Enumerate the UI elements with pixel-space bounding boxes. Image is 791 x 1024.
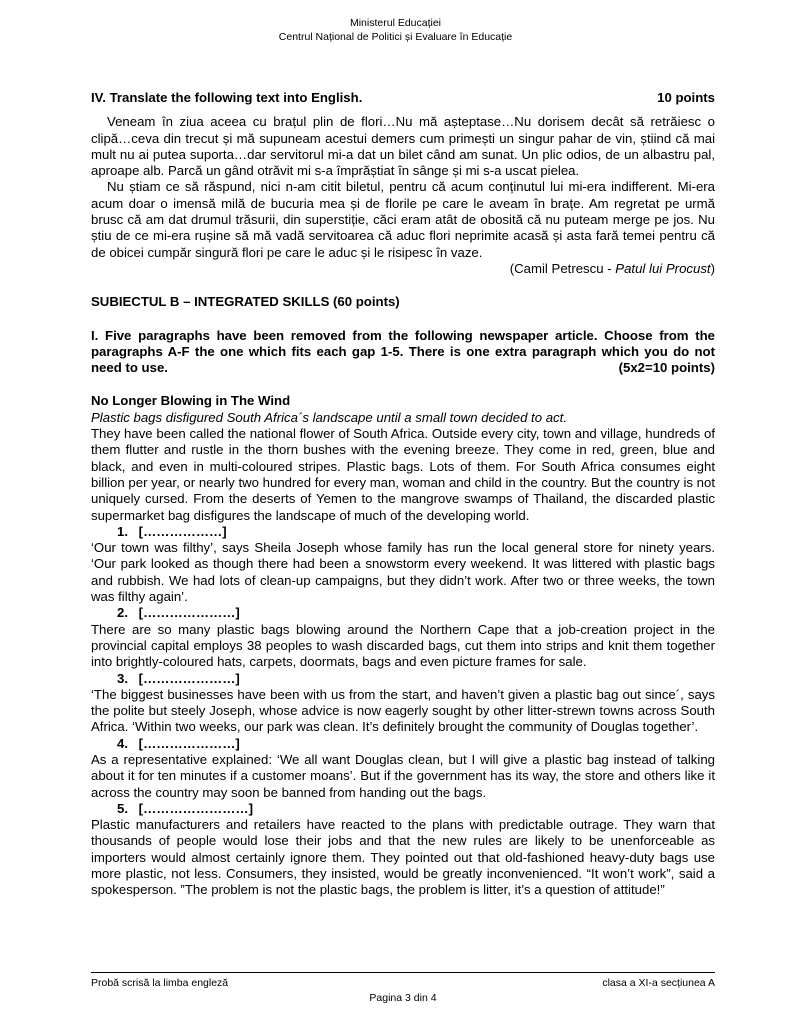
footer-class: clasa a XI-a secțiunea A: [602, 977, 715, 989]
gap-4: 4. […………………]: [117, 735, 240, 751]
gap-5: 5. [……………………]: [117, 800, 253, 816]
article-subtitle: Plastic bags disfigured South Africa´s landscape until a small town decided to act.: [91, 409, 567, 425]
article-paragraph-4: As a representative explained: ‘We all want Douglas clean, but I will give a plastic bag instead of talking about it for ten minutes if a customer moans’. But if the government has its way, the store and others like it across the country may soon be banned from handing out the bags.: [91, 751, 715, 800]
article-paragraph-1: ‘Our town was filthy’, says Sheila Joseph whose family has run the local general store for ninety years. ‘Our park looked as though there had been a snowstorm every weekend. It was littered with plastic bags and rubbish. We had lots of clean-up campaigns, but they didn’t work. After two or three weeks, the town was filthy again’.: [91, 540, 715, 605]
attribution-work: Patul lui Procust: [615, 260, 711, 276]
task1-points: (5x2=10 points): [618, 360, 715, 376]
gap-1: 1. [………………]: [117, 523, 227, 539]
header-center: Centrul Național de Politici și Evaluare în Educație: [278, 31, 513, 43]
page-footer: [91, 972, 715, 1005]
article-paragraph-5: Plastic manufacturers and retailers have reacted to the plans with predictable outrage. They warn that thousands of people would lose their jobs and that the new rules are likely to be unenforceable as importers would almost certainly ignore them. They pointed out that old-fashioned heavy-duty bags use more plastic, not less. Consumers, they insisted, would be greatly inconvenienced. “It won’t work”, said a spokesperson. ”The problem is not the plastic bags, the problem is litter, it’s a question of attitude!”: [91, 817, 715, 898]
footer-exam-name: Probă scrisă la limba engleză: [91, 977, 229, 989]
section4-points: 10 points: [657, 90, 715, 105]
translation-paragraph-2: Nu știam ce să răspund, nici n-am citit biletul, pentru că acum conținutul lui mi-era indifferent. Mi-era acum doar o imensă milă de bucuria mea și de florile pe care le aveam în brațe. Am regretat pe urmă brusc că am dat drumul trăsurii, din superstiție, căci eram atât de obosită că nu puteam merge pe jos. Nu știu de ce mi-era rușine să mă vadă servitoarea că aduc flori neprimite acasă și asta fară temei pentru că de obicei cumpăr singură flori pe care le aduc și le risipesc în vaze.: [91, 179, 715, 260]
task1-instruction: I. Five paragraphs have been removed from the following newspaper article. Choose from the paragraphs A-F the one which fits each gap 1-5. There is one extra paragraph which you do not need to use. (5x2=10 points): [91, 327, 715, 376]
article-paragraph-2: There are so many plastic bags blowing around the Northern Cape that a job-creation project in the provincial capital employs 38 peoples to wash discarded bags, cut them into strips and knit them together into brightly-coloured hats, carpets, doormats, bags and even picture frames for sale.: [91, 621, 715, 670]
section4-title: IV. Translate the following text into English.: [91, 90, 363, 105]
page-number: Pagina 3 din 4: [369, 992, 437, 1004]
subiect-b-title: SUBIECTUL B – INTEGRATED SKILLS (60 points): [91, 294, 400, 310]
article-paragraph-3: ‘The biggest businesses have been with us from the start, and haven’t given a plastic bag out since´, says the polite but steely Joseph, whose advice is now eagerly sought by other litter-strewn towns across South Africa. ‘Within two weeks, our park was clean. It’s definitely brought the community of Douglas together’.: [91, 686, 715, 735]
section4-heading: [91, 90, 715, 106]
article-title: No Longer Blowing in The Wind: [91, 393, 291, 409]
gap-3: 3. […………………]: [117, 670, 240, 686]
article-intro: They have been called the national flower of South Africa. Outside every city, town and village, hundreds of them flutter and rustle in the thorn bushes with the evening breeze. They come in red, green, blue and black, and even in multi-coloured stripes. Plastic bags. Lots of them. For South Africa consumes eight billion per year, or nearly two hundred for every man, woman and child in the country. But the country is not uniquely cursed. From the deserts of Yemen to the mangrove swamps of Thailand, the discarded plastic supermarket bag disfigures the landscape of much of the developing world.: [91, 426, 715, 523]
translation-paragraph-1: Veneam în ziua aceea cu brațul plin de flori…Nu mă așteptase…Nu dorisem decât să retrăiesc o clipă…ceva din trecut și mă supuneam acestui demers cum primești un singur pahar de vin, știind că mai mult nu ai putea suporta…dar servitorul mi-a dat un bilet când am sunat. Un plic odios, de un albastru pal, aproape alb. Parcă un gând otrăvit mi s-a împrăștiat în sânge și mi s-a uscat pielea.: [91, 114, 715, 179]
page-header: [0, 16, 791, 44]
page-content: [91, 90, 715, 899]
gap-2: 2. […………………]: [117, 605, 240, 621]
header-ministry: Ministerul Educației: [349, 17, 442, 29]
attribution: (Camil Petrescu - Patul lui Procust): [509, 260, 715, 276]
